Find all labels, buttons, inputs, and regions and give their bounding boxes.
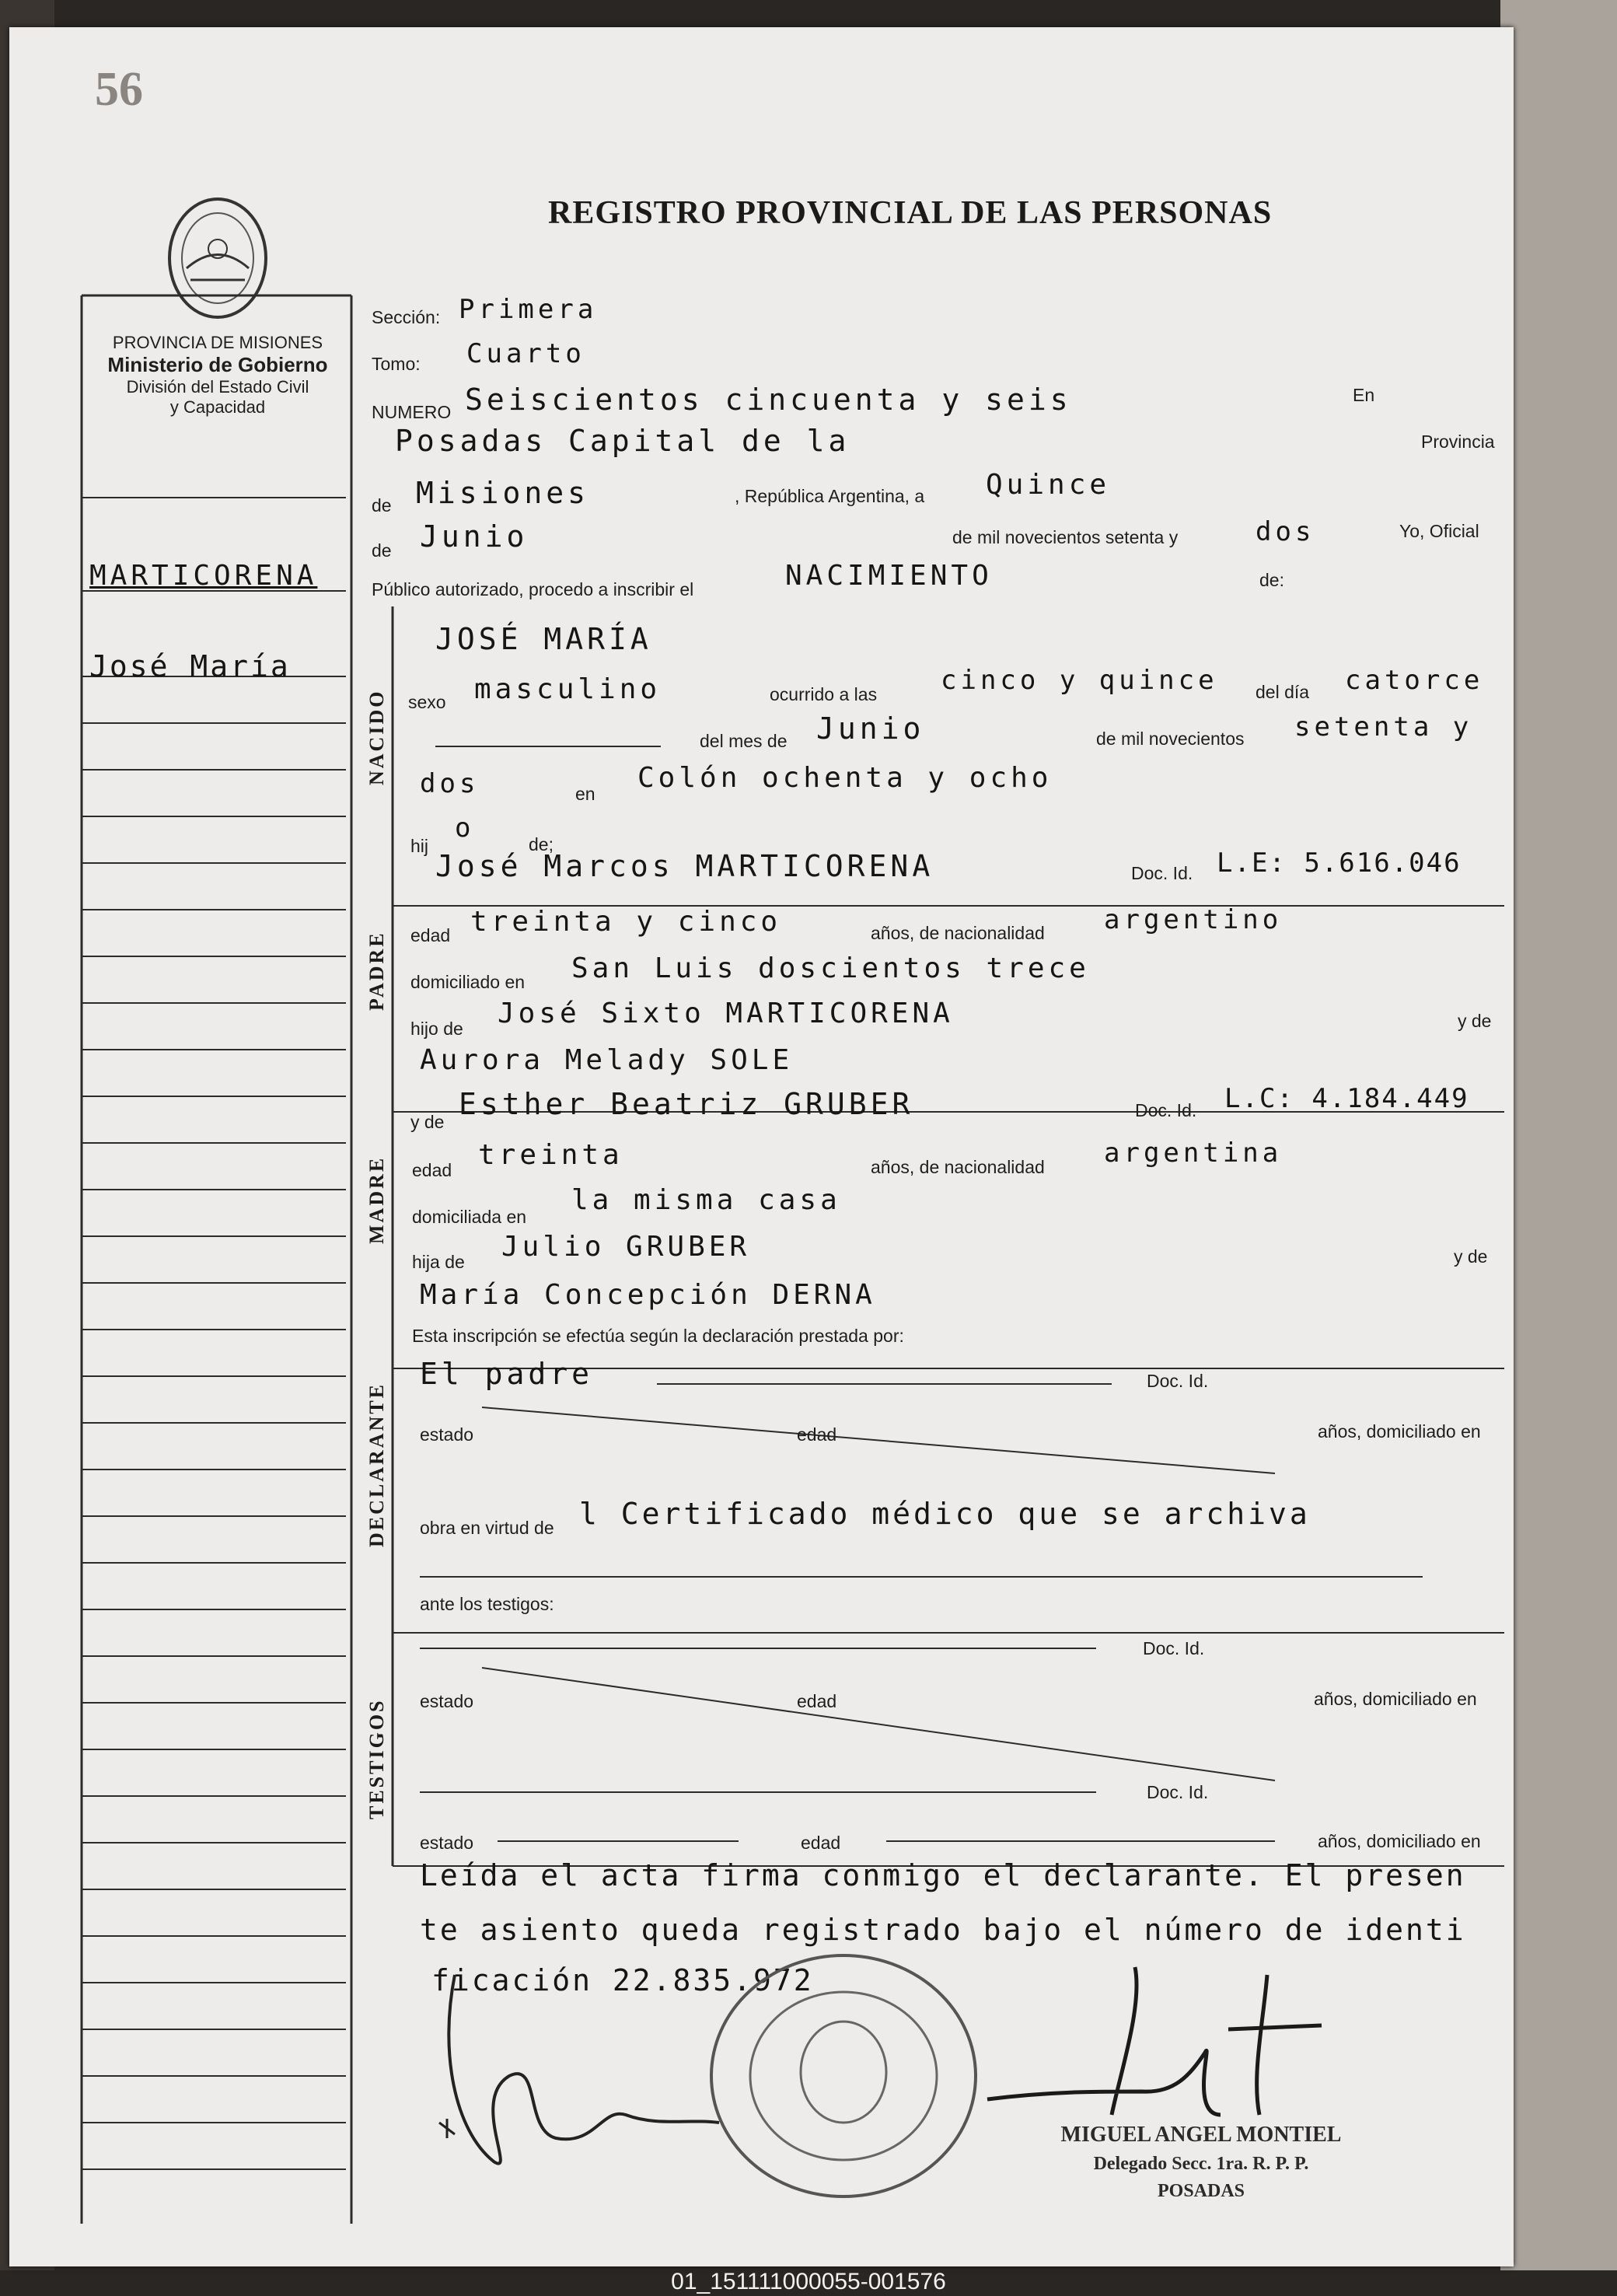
label-esta-inscripcion: Esta inscripción se efectúa según la declaración prestada por:	[412, 1326, 904, 1346]
value-madre-nac: argentina	[1104, 1138, 1283, 1169]
value-numero: Seiscientos cincuenta y seis	[465, 383, 1072, 417]
label-y-de-padre: y de	[1458, 1011, 1492, 1031]
label-del-mes: del mes de	[700, 731, 788, 751]
value-tomo: Cuarto	[466, 338, 585, 369]
value-lugar-nac: Colón ochenta y ocho	[637, 762, 1053, 794]
value-abuela-mat: María Concepción DERNA	[420, 1279, 876, 1311]
value-anio: dos	[1256, 516, 1315, 547]
value-hora: cinco y quince	[941, 665, 1218, 696]
label-de-colon: de:	[1259, 570, 1284, 590]
label-edad-test-1: edad	[797, 1691, 837, 1711]
note-line-3: ficación 22.835.972	[431, 1963, 814, 1997]
value-madre-nombre: Esther Beatriz GRUBER	[459, 1087, 914, 1121]
section-label-padre: PADRE	[365, 931, 388, 1011]
official-role: Delegado Secc. 1ra. R. P. P.	[1093, 2154, 1309, 2174]
label-doc-declarante: Doc. Id.	[1147, 1371, 1209, 1391]
label-del-dia: del día	[1256, 682, 1310, 702]
label-numero: NUMERO	[372, 402, 452, 422]
label-edad-test-2: edad	[801, 1833, 841, 1853]
label-doc-testigo-2: Doc. Id.	[1147, 1782, 1209, 1802]
label-de: de	[372, 495, 392, 515]
official-city: POSADAS	[1157, 2181, 1245, 2201]
value-padre-doc: L.E: 5.616.046	[1217, 847, 1462, 879]
file-id-caption: 01_151111000055-001576	[671, 2269, 946, 2294]
page-number: 56	[95, 63, 143, 116]
value-abuela-pat: Aurora Melady SOLE	[420, 1044, 794, 1076]
value-padre-nac: argentino	[1104, 904, 1283, 935]
label-provincia: Provincia	[1421, 432, 1495, 452]
label-domiciliado: domiciliado en	[410, 972, 526, 992]
value-certificado: l Certificado médico que se archiva	[579, 1497, 1311, 1531]
label-obra: obra en virtud de	[420, 1518, 554, 1538]
label-ante-testigos: ante los testigos:	[420, 1594, 554, 1614]
section-label-nacido: NACIDO	[365, 689, 388, 785]
section-label-declarante: DECLARANTE	[365, 1382, 388, 1547]
value-sexo: masculino	[474, 673, 662, 705]
label-estado-test-2: estado	[420, 1833, 474, 1853]
issuer-capacity: y Capacidad	[169, 397, 266, 417]
value-provincia: Misiones	[416, 476, 590, 510]
official-signature-icon	[956, 1959, 1360, 2138]
value-acto: NACIMIENTO	[785, 560, 993, 592]
value-padre-edad: treinta y cinco	[470, 906, 782, 938]
label-estado-decl: estado	[420, 1424, 474, 1445]
label-edad-madre: edad	[412, 1160, 452, 1180]
value-madre-edad: treinta	[478, 1139, 623, 1171]
value-abuelo-mat: Julio GRUBER	[501, 1231, 751, 1263]
issuer-division: División del Estado Civil	[126, 377, 309, 397]
signature-block	[1034, 2123, 1368, 2202]
label-de-2: de	[372, 540, 392, 561]
note-line-1: Leída el acta firma conmigo el declarante. El presen	[420, 1858, 1466, 1892]
page-title: REGISTRO PROVINCIAL DE LAS PERSONAS	[548, 195, 1273, 231]
label-doc-testigo-1: Doc. Id.	[1143, 1638, 1205, 1658]
label-doc-padre: Doc. Id.	[1131, 863, 1193, 883]
margin-surname: MARTICORENA	[89, 560, 318, 592]
issuer-ministry: Ministerio de Gobierno	[107, 353, 328, 376]
value-padre-dom: San Luis doscientos trece	[571, 952, 1090, 984]
value-declarante: El padre	[420, 1357, 594, 1391]
label-seccion: Sección:	[372, 307, 441, 327]
label-doc-madre: Doc. Id.	[1135, 1100, 1197, 1120]
label-edad-padre: edad	[410, 925, 451, 945]
label-domiciliada: domiciliada en	[412, 1207, 527, 1227]
label-dom-test-2: años, domiciliado en	[1318, 1831, 1481, 1851]
label-nac-padre: años, de nacionalidad	[871, 923, 1045, 943]
label-sexo: sexo	[408, 692, 446, 712]
label-edad-decl: edad	[797, 1424, 837, 1445]
label-hijo: hij	[410, 836, 429, 856]
declarant-signature-icon	[424, 1959, 750, 2193]
value-mes: Junio	[420, 519, 529, 554]
section-label-testigos: TESTIGOS	[365, 1698, 388, 1819]
label-de-mil: de mil novecientos setenta y	[952, 527, 1179, 547]
label-hija-de: hija de	[412, 1252, 465, 1272]
note-line-2: te asiento queda registrado bajo el número de identi	[420, 1913, 1466, 1947]
label-de-padres: de;	[529, 834, 554, 854]
value-anio-nac: setenta y	[1294, 711, 1473, 743]
value-hijo-suffix: o	[455, 813, 475, 844]
label-dom-decl: años, domiciliado en	[1318, 1421, 1481, 1442]
label-en: En	[1353, 385, 1375, 405]
value-madre-dom: la misma casa	[571, 1184, 841, 1216]
value-dia-nac: catorce	[1345, 665, 1484, 696]
value-dia: Quince	[986, 469, 1111, 501]
official-name: MIGUEL ANGEL MONTIEL	[1060, 2123, 1342, 2147]
value-lugar: Posadas Capital de la	[395, 424, 850, 458]
label-ocurrido: ocurrido a las	[770, 684, 878, 704]
margin-given-names: José María	[89, 649, 291, 683]
value-padre-nombre: José Marcos MARTICORENA	[435, 849, 934, 883]
issuer-province: PROVINCIA DE MISIONES	[112, 333, 323, 352]
section-label-madre: MADRE	[365, 1155, 388, 1244]
value-abuelo-pat: José Sixto MARTICORENA	[498, 998, 954, 1029]
label-dom-test-1: años, domiciliado en	[1314, 1689, 1477, 1709]
label-republica: , República Argentina, a	[735, 486, 925, 506]
label-y-de-madre-2: y de	[1454, 1246, 1488, 1267]
label-yo-oficial: Yo, Oficial	[1399, 521, 1479, 541]
label-y-de-madre: y de	[410, 1112, 445, 1132]
value-mes-nac: Junio	[816, 711, 925, 746]
label-de-mil-2: de mil novecientos	[1096, 729, 1245, 749]
value-nombre: JOSÉ MARÍA	[435, 622, 652, 656]
label-publico: Público autorizado, procedo a inscribir el	[372, 579, 694, 599]
label-tomo: Tomo:	[372, 354, 421, 374]
value-anio-nac-2: dos	[420, 768, 480, 799]
label-en-2: en	[575, 784, 595, 804]
label-hijo-de: hijo de	[410, 1019, 463, 1039]
value-seccion: Primera	[459, 294, 598, 325]
label-nac-madre: años, de nacionalidad	[871, 1157, 1045, 1177]
label-estado-test-1: estado	[420, 1691, 474, 1711]
value-madre-doc: L.C: 4.184.449	[1224, 1083, 1469, 1114]
